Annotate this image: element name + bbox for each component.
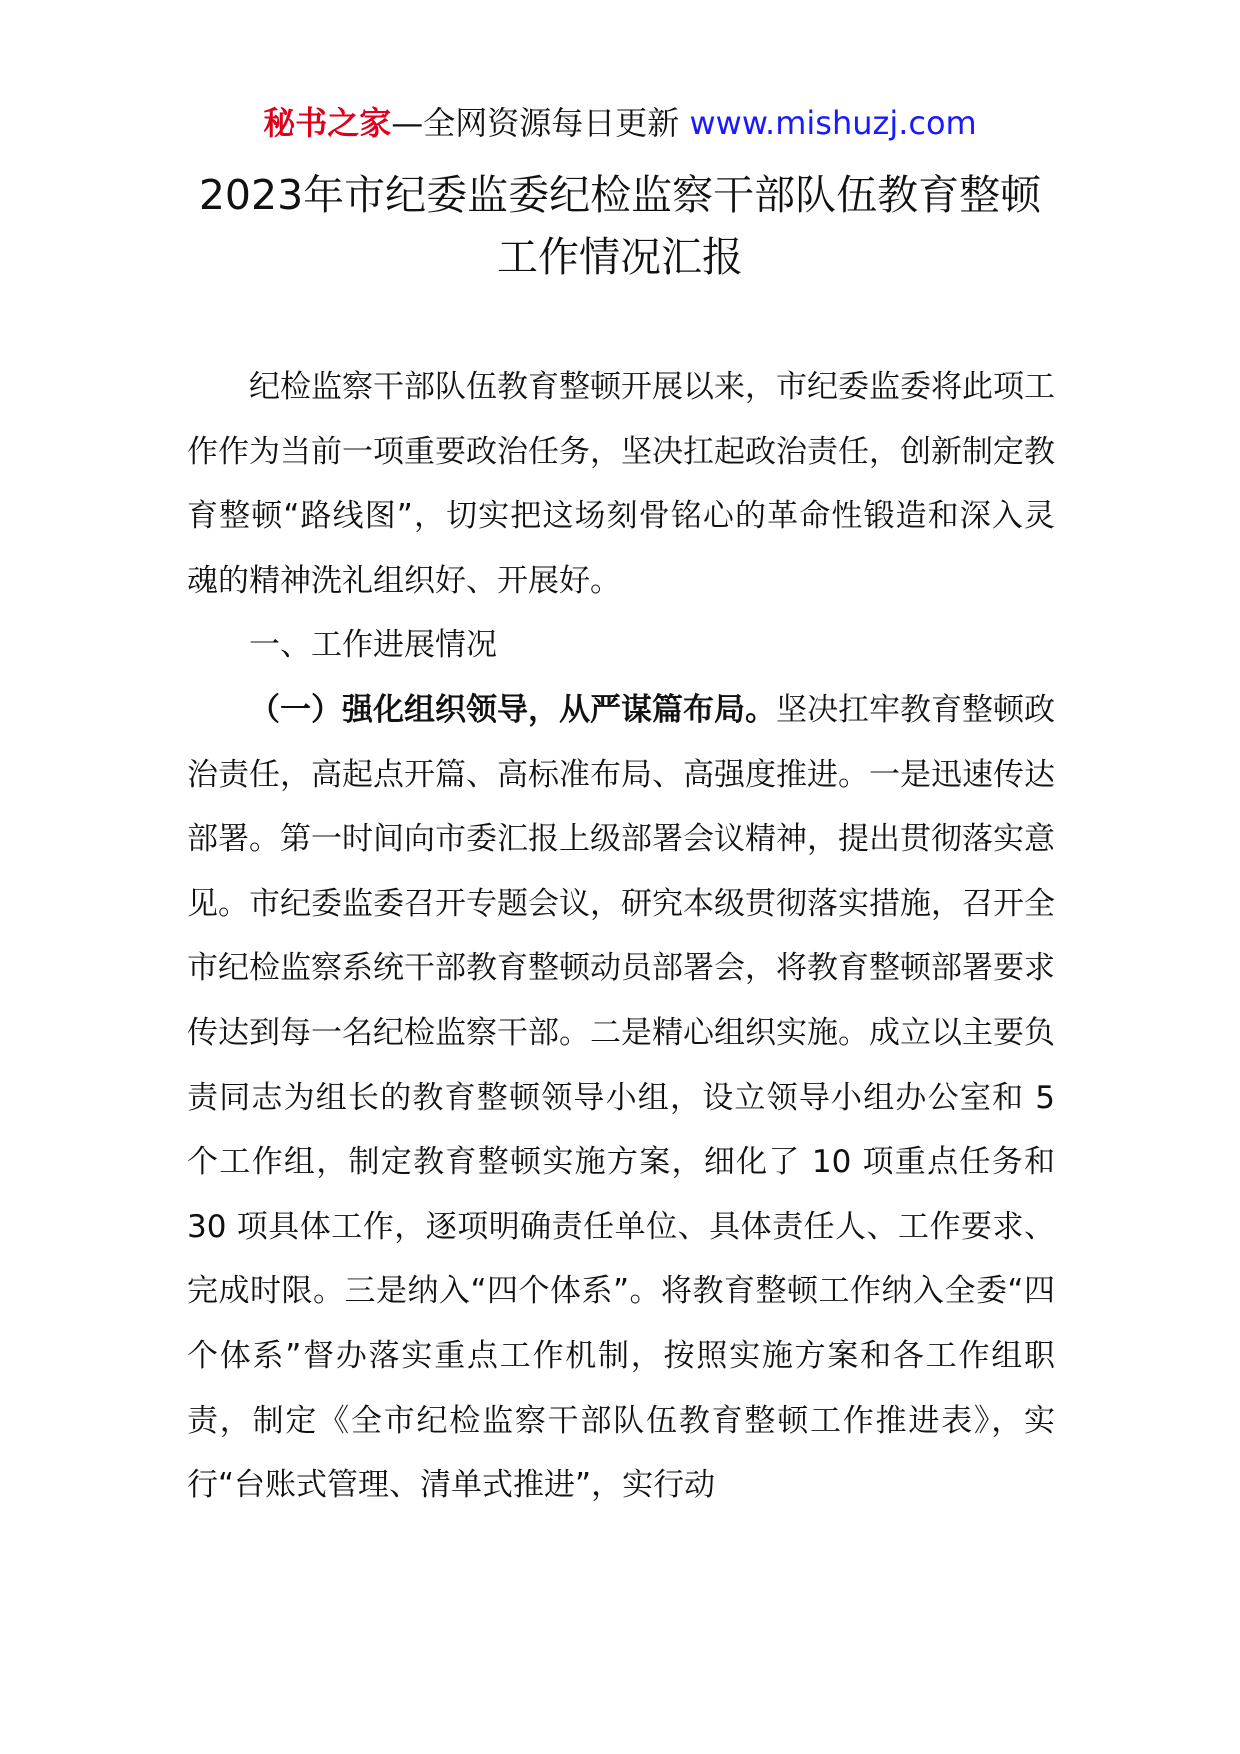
subsection-body: 坚决扛牢教育整顿政治责任，高起点开篇、高标准布局、高强度推进。一是迅速传达部署。第一时间向市委汇报上级部署会议精神，提出贯彻落实意见。市纪委监委召开专题会议，研究本级贯彻落实措施，召开全市纪检监察系统干部教育整顿动员部署会，将教育整顿部署要求传达到每一名纪检监察干部。二是精心组织实施。成立以主要负责同志为组长的教育整顿领导小组，设立领导小组办公室和 5 个工作组，制定教育整顿实施方案，细化了 10 项重点任务和 30 项具体工作，逐项明确责任单位、具体责任人、工作要求、完成时限。三是纳入“四个体系”。将教育整顿工作纳入全委“四个体系”督办落实重点工作机制，按照实施方案和各工作组职责，制定《全市纪检监察干部队伍教育整顿工作推进表》，实行“台账式管理、清单式推进”，实行动 (187, 691, 1055, 1504)
site-url-link[interactable]: www.mishuzj.com (689, 104, 977, 142)
intro-paragraph: 纪检监察干部队伍教育整顿开展以来，市纪委监委将此项工作作为当前一项重要政治任务，坚决扛起政治责任，创新制定教育整顿“路线图”，切实把这场刻骨铭心的革命性锻造和深入灵魂的精神洗礼组织好、开展好。 (187, 369, 1055, 599)
subsection-paragraph (187, 678, 1055, 1518)
title-line-2: 工作情况汇报 (497, 233, 743, 281)
header-tagline: —全网资源每日更新 (391, 104, 680, 142)
document-body (187, 355, 1055, 1518)
section-heading: 一、工作进展情况 (249, 627, 497, 664)
brand-name: 秘书之家 (263, 104, 392, 142)
site-header (0, 100, 1240, 146)
document-title (150, 164, 1090, 288)
title-line-1: 2023年市纪委监委纪检监察干部队伍教育整顿 (198, 171, 1042, 219)
subsection-heading: （一）强化组织领导，从严谋篇布局。 (249, 691, 776, 728)
